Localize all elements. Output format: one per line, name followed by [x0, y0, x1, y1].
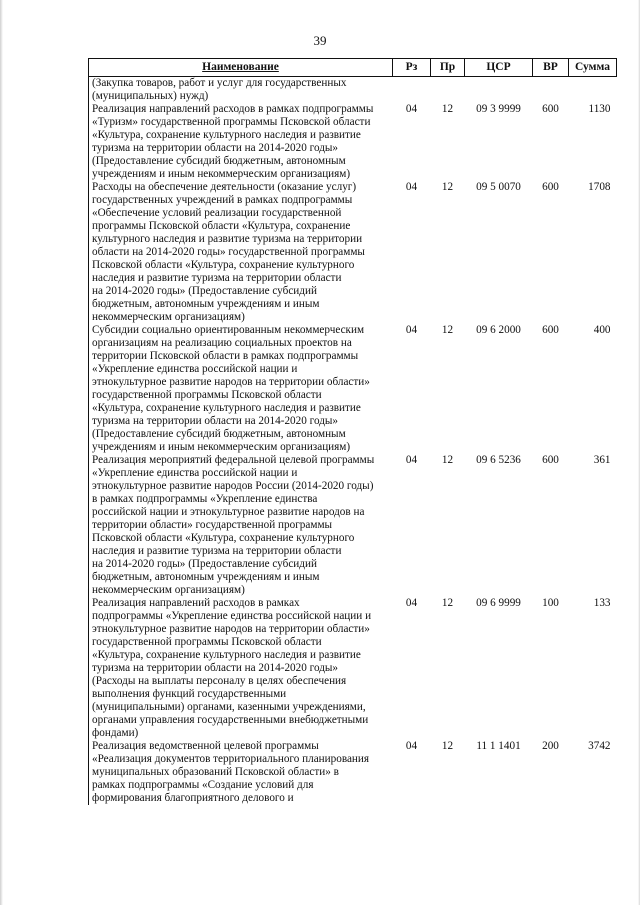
- row-vr: [533, 77, 569, 104]
- row-pr: 12: [441, 454, 454, 466]
- row-rz: 04: [405, 103, 418, 115]
- row-pr: 12: [441, 597, 454, 609]
- row-vr: 200: [542, 740, 559, 752]
- row-csr: 09 5 0070: [476, 181, 521, 193]
- row-sum: 400: [593, 324, 611, 336]
- row-vr: 600: [542, 103, 559, 115]
- row-pr: 12: [441, 103, 454, 115]
- row-pr: 12: [441, 740, 454, 752]
- header-pr: Пр: [431, 59, 465, 77]
- page-number: 39: [313, 33, 327, 48]
- row-sum: 3742: [588, 740, 611, 752]
- header-sum: Сумма: [569, 59, 617, 77]
- row-pr: 12: [441, 324, 454, 336]
- scan-left-edge: [0, 0, 3, 905]
- header-csr: ЦСР: [465, 59, 533, 77]
- header-name: Наименование: [89, 59, 393, 77]
- row-rz: [393, 77, 431, 104]
- row-name: Реализация направлений расходов в рамках подпрограммы «Туризм» государственной программы Псковской области «Культура, сохранение культурного наследия и развитие туризма на территории области на 2014-2020 годы» (Предоставление субсидий бюджетным, автономным учреждениям и иным некоммерческим организациям): [89, 103, 393, 181]
- row-rz: 04: [405, 740, 418, 752]
- row-name: (Закупка товаров, работ и услуг для государственных (муниципальных) нужд): [89, 77, 393, 104]
- row-rz: 04: [405, 181, 418, 193]
- row-sum: 133: [593, 597, 611, 609]
- row-sum: [569, 77, 617, 104]
- row-csr: 11 1 1401: [476, 740, 521, 752]
- table-body: [89, 77, 617, 806]
- row-vr: 100: [542, 597, 559, 609]
- table-row: [89, 740, 617, 805]
- header-rz: Рз: [393, 59, 431, 77]
- row-pr: 12: [441, 181, 454, 193]
- row-rz: 04: [405, 454, 418, 466]
- row-rz: 04: [405, 324, 418, 336]
- row-csr: 09 6 9999: [476, 597, 521, 609]
- row-vr: 600: [542, 324, 559, 336]
- row-csr: 09 3 9999: [476, 103, 521, 115]
- table-header: [89, 59, 617, 77]
- budget-table: [88, 58, 617, 805]
- row-name: Реализация ведомственной целевой программы «Реализация документов территориального планирования муниципальных образований Псковской области» в рамках подпрограммы «Создание условий для формирования благоприятного делового и: [89, 740, 393, 805]
- header-vr: ВР: [533, 59, 569, 77]
- row-name: Субсидии социально ориентированным некоммерческим организациям на реализацию социальных проектов на территории Псковской области в рамках подпрограммы «Укрепление единства российской нации и этнокультурное развитие народов на территории области» государственной программы Псковской области «Культура, сохранение культурного наследия и развитие туризма на территории области на 2014-2020 годы» (Предоставление субсидий бюджетным, автономным учреждениям и иным некоммерческим организациям): [89, 324, 393, 454]
- table-row: [89, 103, 617, 181]
- row-csr: 09 6 5236: [476, 454, 521, 466]
- table-row: [89, 597, 617, 740]
- table-row: [89, 454, 617, 597]
- table-row: [89, 324, 617, 454]
- row-csr: 09 6 2000: [476, 324, 521, 336]
- row-sum: 1708: [588, 181, 611, 193]
- row-csr: [465, 77, 533, 104]
- row-name: Реализация направлений расходов в рамках подпрограммы «Укрепление единства российской нации и этнокультурное развитие народов на территории области» государственной программы Псковской области «Культура, сохранение культурного наследия и развитие туризма на территории области на 2014-2020 годы» (Расходы на выплаты персоналу в целях обеспечения выполнения функций государственными (муниципальными) органами, казенными учреждениями, органами управления государственными внебюджетными фондами): [89, 597, 393, 740]
- row-sum: 361: [593, 454, 611, 466]
- row-vr: 600: [542, 454, 559, 466]
- row-name: Реализация мероприятий федеральной целевой программы «Укрепление единства российской нации и этнокультурное развитие народов России (2014-2020 годы) в рамках подпрограммы «Укрепление единства российской нации и этнокультурное развитие народов на территории области» государственной программы Псковской области «Культура, сохранение культурного наследия и развитие туризма на территории области на 2014-2020 годы» (Предоставление субсидий бюджетным, автономным учреждениям и иным некоммерческим организациям): [89, 454, 393, 597]
- row-vr: 600: [542, 181, 559, 193]
- row-name: Расходы на обеспечение деятельности (оказание услуг) государственных учреждений в рамках подпрограммы «Обеспечение условий реализации государственной программы Псковской области «Культура, сохранение культурного наследия и развитие туризма на территории области на 2014-2020 годы» государственной программы Псковской области «Культура, сохранение культурного наследия и развитие туризма на территории области на 2014-2020 годы» (Предоставление субсидий бюджетным, автономным учреждениям и иным некоммерческим организациям): [89, 181, 393, 324]
- table-row: [89, 77, 617, 104]
- table-row: [89, 181, 617, 324]
- row-rz: 04: [405, 597, 418, 609]
- row-pr: [431, 77, 465, 104]
- row-sum: 1130: [588, 103, 611, 115]
